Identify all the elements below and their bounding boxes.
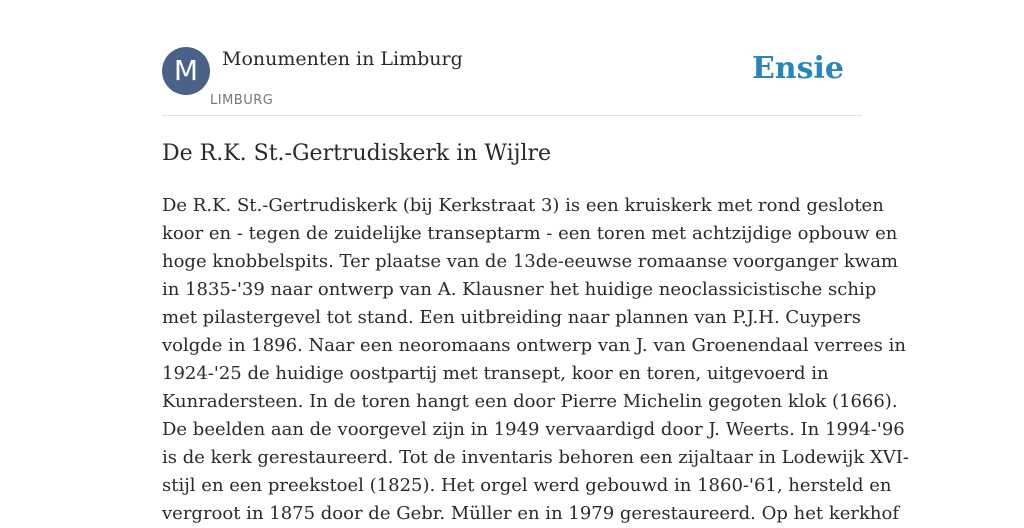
article-body-line: 1924-'25 de huidige oostpartij met transept, koor en toren, uitgevoerd in xyxy=(162,363,829,384)
article-body-line: volgde in 1896. Naar een neoromaans ontwerp van J. van Groenendaal verrees in xyxy=(162,335,906,356)
ensie-logo[interactable]: Ensie xyxy=(751,51,844,86)
article-body-line: is de kerk gerestaureerd. Tot de inventaris behoren een zijaltaar in Lodewijk XVI- xyxy=(162,447,909,468)
category-label[interactable]: LIMBURG xyxy=(210,93,274,108)
article-body-line: De beelden aan de voorgevel zijn in 1949 vervaardigd door J. Weerts. In 1994-'96 xyxy=(162,419,905,440)
article-body-line: De R.K. St.-Gertrudiskerk (bij Kerkstraat 3) is een kruiskerk met rond gesloten xyxy=(162,195,884,216)
divider xyxy=(162,115,862,116)
article-body-line: stijl en een preekstoel (1825). Het orgel werd gebouwd in 1860-'61, hersteld en xyxy=(162,475,892,496)
article-body-line: met pilastergevel tot stand. Een uitbreiding naar plannen van P.J.H. Cuypers xyxy=(162,307,861,328)
article-title: De R.K. St.-Gertrudiskerk in Wijlre xyxy=(162,141,552,166)
article-body-line: Kunradersteen. In de toren hangt een door Pierre Michelin gegoten klok (1666). xyxy=(162,391,898,412)
avatar[interactable]: M xyxy=(162,47,210,95)
source-header xyxy=(162,47,862,116)
article-body xyxy=(162,192,909,528)
article-body-line: vergroot in 1875 door de Gebr. Müller en in 1979 gerestaureerd. Op het kerkhof xyxy=(162,503,899,524)
article-body-line: koor en - tegen de zuidelijke transeptarm - een toren met achtzijdige opbouw en xyxy=(162,223,898,244)
source-title[interactable]: Monumenten in Limburg xyxy=(222,48,463,70)
article-body-line: in 1835-'39 naar ontwerp van A. Klausner het huidige neoclassicistische schip xyxy=(162,279,877,300)
article-body-line: hoge knobbelspits. Ter plaatse van de 13de-eeuwse romaanse voorganger kwam xyxy=(162,251,898,272)
